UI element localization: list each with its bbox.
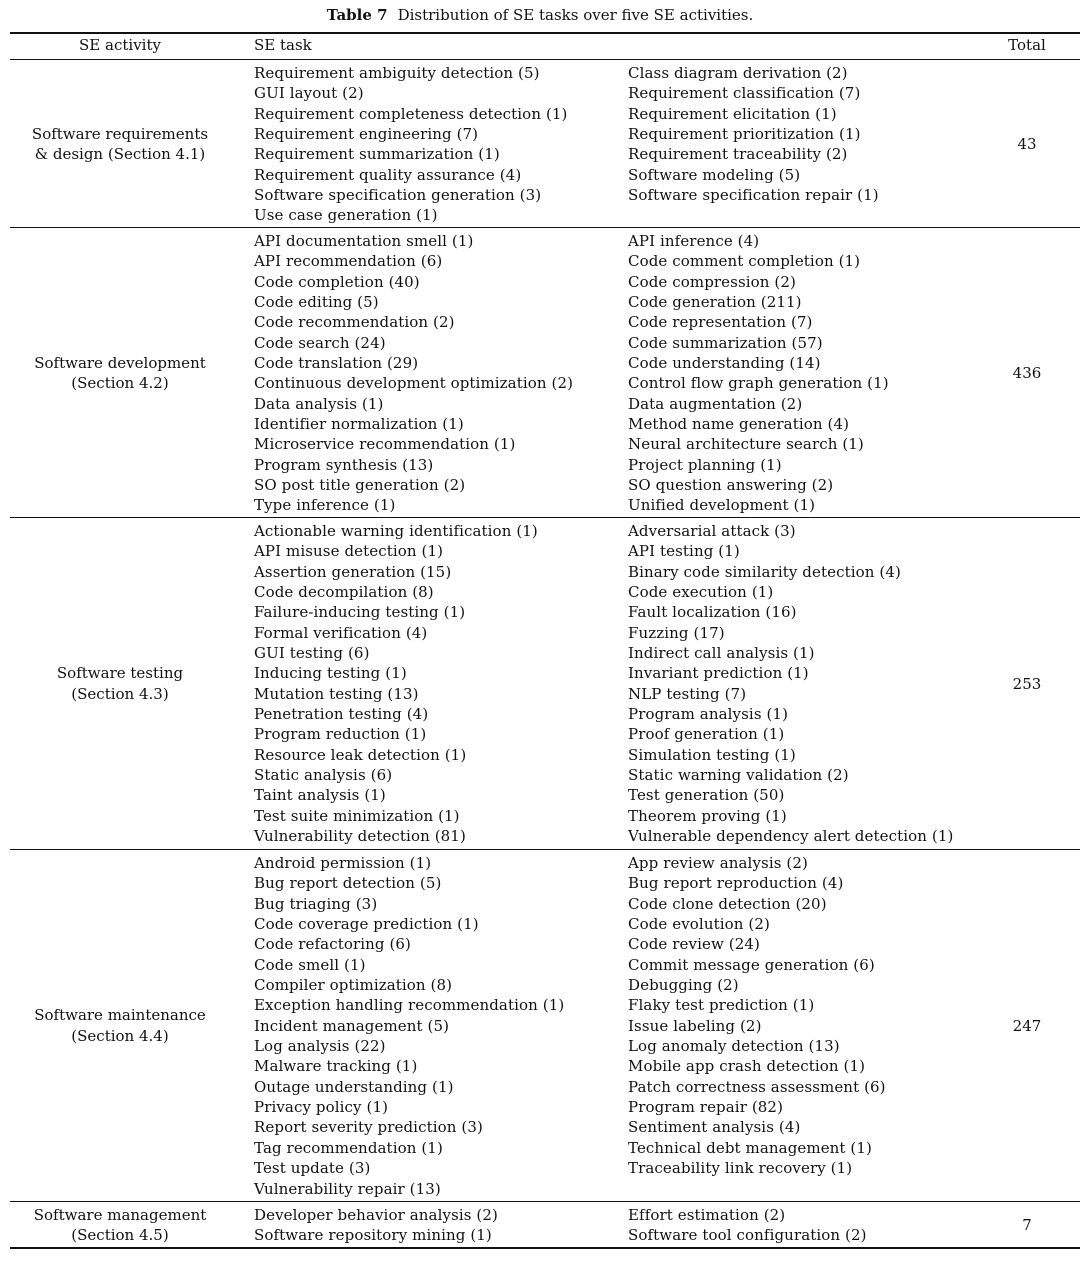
caption-label: Table 7: [326, 6, 388, 24]
header-se-activity: SE activity: [79, 36, 161, 54]
task-item: Flaky test prediction (1): [628, 996, 815, 1015]
task-item: Code editing (5): [254, 293, 379, 312]
task-item: Test update (3): [254, 1159, 371, 1178]
task-item: Program synthesis (13): [254, 455, 434, 474]
task-item: Traceability link recovery (1): [628, 1159, 853, 1178]
total-cell: 7: [1022, 1216, 1032, 1234]
task-item: Code comment completion (1): [628, 252, 861, 271]
task-item: Requirement classification (7): [628, 84, 861, 103]
task-item: API recommendation (6): [254, 252, 443, 271]
task-item: Compiler optimization (8): [254, 976, 453, 995]
task-item: API documentation smell (1): [254, 232, 474, 250]
task-item: Sentiment analysis (4): [628, 1118, 801, 1137]
task-item: Requirement prioritization (1): [628, 125, 861, 144]
task-column-left: [254, 231, 573, 516]
task-column-left: [254, 1205, 498, 1246]
task-item: Assertion generation (15): [254, 562, 452, 581]
task-item: Exception handling recommendation (1): [254, 996, 565, 1015]
group-testing: [10, 519, 1080, 848]
task-item: SO post title generation (2): [254, 476, 466, 495]
task-item: Adversarial attack (3): [628, 522, 796, 540]
task-item: Proof generation (1): [628, 725, 785, 744]
task-column-left: [254, 521, 538, 847]
task-item: Program repair (82): [628, 1098, 784, 1117]
task-item: Data augmentation (2): [628, 394, 803, 413]
task-item: Test generation (50): [628, 786, 785, 805]
task-item: Code search (24): [254, 333, 386, 352]
task-column-right: [628, 231, 889, 516]
task-item: Resource leak detection (1): [254, 745, 467, 764]
activity-cell: [10, 851, 230, 1200]
task-column-left: [254, 853, 564, 1199]
bottom-rule: [10, 1247, 1080, 1249]
task-item: Code understanding (14): [628, 354, 821, 373]
task-item: Unified development (1): [628, 496, 816, 515]
task-item: Neural architecture search (1): [628, 435, 864, 454]
task-item: Mutation testing (13): [254, 684, 419, 703]
task-item: Method name generation (4): [628, 415, 850, 434]
table-caption: [0, 5, 1080, 25]
task-item: Commit message generation (6): [628, 955, 875, 974]
header-se-task: SE task: [254, 36, 312, 54]
task-item: Mobile app crash detection (1): [628, 1057, 866, 1076]
task-item: Code smell (1): [254, 955, 366, 974]
task-item: Vulnerable dependency alert detection (1): [628, 827, 954, 846]
task-item: Patch correctness assessment (6): [628, 1077, 886, 1096]
task-item: Code evolution (2): [628, 915, 770, 934]
task-item: Identifier normalization (1): [254, 415, 464, 434]
task-item: Penetration testing (4): [254, 705, 429, 724]
group-rule: [10, 849, 1080, 850]
task-column-right: [628, 853, 886, 1179]
activity-cell: [10, 519, 230, 848]
task-item: Indirect call analysis (1): [628, 644, 815, 663]
task-item: Outage understanding (1): [254, 1077, 454, 1096]
task-item: SO question answering (2): [628, 476, 834, 495]
task-item: Code representation (7): [628, 313, 813, 332]
group-development: [10, 229, 1080, 517]
task-item: Fuzzing (17): [628, 623, 725, 642]
task-item: Bug report detection (5): [254, 874, 442, 893]
activity-line: (Section 4.4): [71, 1026, 169, 1045]
activity-line: (Section 4.5): [71, 1226, 169, 1244]
task-item: Log anomaly detection (13): [628, 1037, 840, 1056]
activity-line: Software testing: [56, 664, 184, 683]
task-item: Bug triaging (3): [254, 894, 378, 913]
task-item: Project planning (1): [628, 455, 782, 474]
task-item: Actionable warning identification (1): [254, 522, 538, 540]
task-item: Software repository mining (1): [254, 1226, 492, 1245]
task-item: Code generation (211): [628, 293, 802, 312]
group-rule: [10, 1201, 1080, 1202]
task-item: Debugging (2): [628, 976, 739, 995]
task-item: Test suite minimization (1): [254, 806, 460, 825]
task-item: GUI testing (6): [254, 644, 370, 663]
task-column-right: [628, 63, 879, 205]
header-rule: [10, 59, 1080, 60]
task-item: Requirement traceability (2): [628, 145, 848, 164]
task-item: Failure-inducing testing (1): [254, 603, 466, 622]
task-item: Fault localization (16): [628, 603, 797, 622]
task-item: Use case generation (1): [254, 206, 438, 225]
task-item: Malware tracking (1): [254, 1057, 418, 1076]
activity-line: Software requirements: [31, 124, 209, 143]
task-item: Requirement ambiguity detection (5): [254, 64, 540, 82]
group-management: [10, 1203, 1080, 1247]
activity-line: Software development: [34, 353, 206, 372]
activity-cell: [10, 1203, 230, 1247]
task-item: Formal verification (4): [254, 623, 428, 642]
task-item: Code completion (40): [254, 272, 420, 291]
task-item: Privacy policy (1): [254, 1098, 389, 1117]
task-item: Continuous development optimization (2): [254, 374, 574, 393]
task-item: Code execution (1): [628, 583, 774, 602]
activity-line: Software maintenance: [34, 1006, 206, 1025]
activity-cell: [10, 229, 230, 517]
task-item: API testing (1): [628, 542, 740, 561]
task-item: Program analysis (1): [628, 705, 789, 724]
task-item: Android permission (1): [254, 854, 432, 872]
task-item: Taint analysis (1): [254, 786, 386, 805]
group-rule: [10, 227, 1080, 228]
group-requirements-design: [10, 61, 1080, 227]
task-item: Code refactoring (6): [254, 935, 412, 954]
total-cell: 436: [1012, 364, 1042, 382]
task-item: Software specification generation (3): [254, 186, 542, 205]
task-item: Control flow graph generation (1): [628, 374, 889, 393]
task-item: Report severity prediction (3): [254, 1118, 483, 1137]
task-item: NLP testing (7): [628, 684, 747, 703]
task-column-right: [628, 1205, 867, 1246]
caption-text: Distribution of SE tasks over five SE activities.: [397, 6, 754, 24]
task-item: Code clone detection (20): [628, 894, 827, 913]
task-item: Binary code similarity detection (4): [628, 562, 901, 581]
task-item: Technical debt management (1): [628, 1138, 872, 1157]
activity-line: Software management: [33, 1205, 207, 1224]
task-item: Tag recommendation (1): [254, 1138, 443, 1157]
task-item: Code decompilation (8): [254, 583, 434, 602]
task-column-right: [628, 521, 953, 847]
task-item: Code coverage prediction (1): [254, 915, 479, 934]
task-item: Code translation (29): [254, 354, 419, 373]
task-item: Static analysis (6): [254, 766, 393, 785]
task-item: Software modeling (5): [628, 165, 801, 184]
task-item: Code review (24): [628, 935, 760, 954]
group-maintenance: [10, 851, 1080, 1200]
task-item: Static warning validation (2): [628, 766, 849, 785]
task-item: API inference (4): [628, 232, 760, 250]
task-item: Code compression (2): [628, 272, 796, 291]
total-cell: 247: [1012, 1016, 1042, 1035]
task-item: Vulnerability repair (13): [254, 1179, 441, 1198]
task-item: Effort estimation (2): [628, 1206, 786, 1224]
task-item: API misuse detection (1): [254, 542, 444, 561]
task-column-left: [254, 63, 568, 226]
task-item: Bug report reproduction (4): [628, 874, 844, 893]
task-item: Requirement elicitation (1): [628, 104, 837, 123]
activity-line: (Section 4.2): [71, 374, 169, 392]
task-item: Theorem proving (1): [628, 806, 787, 825]
activity-line: & design (Section 4.1): [34, 145, 206, 163]
task-item: Invariant prediction (1): [628, 664, 809, 683]
task-item: Incident management (5): [254, 1016, 450, 1035]
task-item: Microservice recommendation (1): [254, 435, 516, 454]
task-item: Class diagram derivation (2): [628, 64, 848, 82]
task-item: Code recommendation (2): [254, 313, 455, 332]
task-item: App review analysis (2): [628, 854, 808, 872]
activity-cell: [10, 61, 230, 227]
task-item: Requirement summarization (1): [254, 145, 500, 164]
task-item: Type inference (1): [254, 496, 396, 515]
task-item: Developer behavior analysis (2): [254, 1206, 498, 1224]
group-rule: [10, 517, 1080, 518]
task-item: Requirement completeness detection (1): [254, 104, 568, 123]
task-item: Software tool configuration (2): [628, 1226, 867, 1245]
task-item: Simulation testing (1): [628, 745, 796, 764]
task-item: Code summarization (57): [628, 333, 823, 352]
task-item: Log analysis (22): [254, 1037, 386, 1056]
task-item: Requirement engineering (7): [254, 125, 479, 144]
task-item: Inducing testing (1): [254, 664, 407, 683]
task-item: Program reduction (1): [254, 725, 427, 744]
task-item: Data analysis (1): [254, 394, 384, 413]
task-item: Issue labeling (2): [628, 1016, 762, 1035]
task-item: GUI layout (2): [254, 84, 364, 103]
activity-line: (Section 4.3): [71, 684, 169, 703]
total-cell: 253: [1012, 674, 1042, 693]
task-item: Software specification repair (1): [628, 186, 879, 205]
total-cell: 43: [1017, 135, 1037, 153]
header-total: Total: [1008, 36, 1046, 54]
task-item: Requirement quality assurance (4): [254, 165, 522, 184]
task-item: Vulnerability detection (81): [254, 827, 466, 846]
